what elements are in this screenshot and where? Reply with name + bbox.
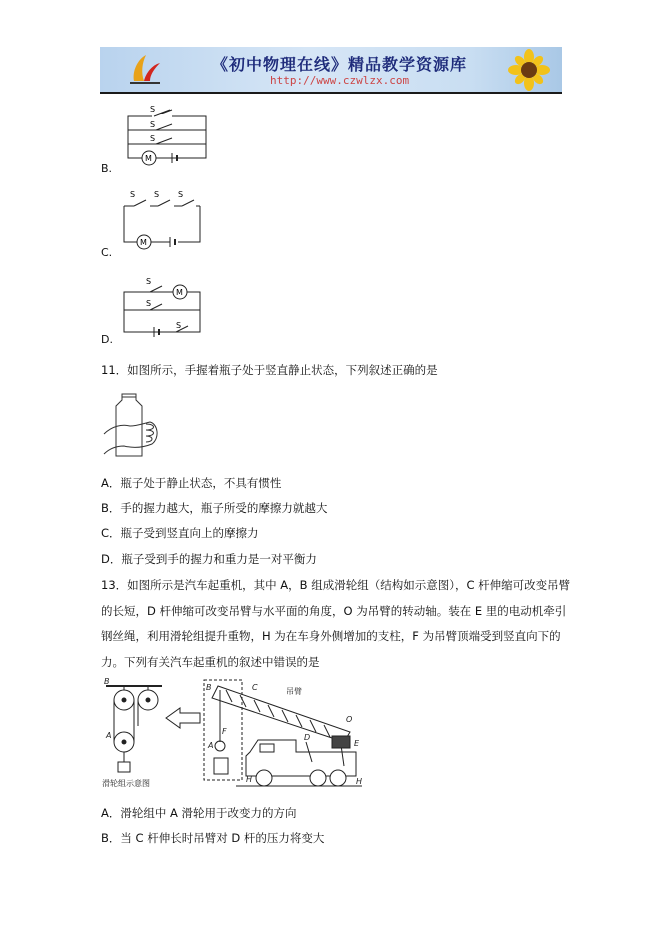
q13-line-2: 的长短，D 杆伸缩可改变吊臂与水平面的角度，O 为吊臂的转动轴。装在 E 里的电动机牵引 (101, 604, 567, 618)
circuit-option-d (120, 276, 206, 338)
header-rule (100, 92, 562, 94)
fig-label-arm: 吊臂 (286, 687, 302, 696)
svg-text:M: M (140, 238, 147, 247)
q11-option-c: C．瓶子受到竖直向上的摩擦力 (101, 526, 259, 540)
fig-label-o: O (346, 715, 353, 724)
option-c-label: C. (101, 246, 113, 259)
q13-line-4: 力。下列有关汽车起重机的叙述中错误的是 (101, 655, 320, 669)
pulley-caption: 滑轮组示意图 (102, 779, 150, 788)
svg-text:S: S (176, 321, 182, 330)
fig-label-a2: A (208, 741, 214, 750)
fig-label-h1: H (246, 775, 253, 784)
fig-label-h2: H (356, 777, 363, 786)
crane-figure (100, 676, 368, 792)
motor-label: M (145, 154, 152, 163)
q11-stem: 11．如图所示，手握着瓶子处于竖直静止状态，下列叙述正确的是 (101, 363, 438, 377)
option-b-label: B. (101, 162, 113, 175)
fig-label-f: F (222, 727, 227, 736)
q11-option-d: D．瓶子受到手的握力和重力是一对平衡力 (101, 552, 317, 566)
fig-label-d: D (304, 733, 311, 742)
q13-line-1: 13．如图所示是汽车起重机，其中 A，B 组成滑轮组（结构如示意图），C 杆伸缩可改变吊臂 (101, 578, 571, 592)
svg-text:S: S (146, 299, 152, 308)
q13-option-a: A．滑轮组中 A 滑轮用于改变力的方向 (101, 806, 297, 820)
svg-text:S: S (130, 190, 136, 199)
sunflower-icon (504, 49, 554, 91)
header-banner (100, 47, 562, 92)
fig-label-b2: B (206, 683, 212, 692)
switch-label-s1: S (150, 105, 156, 114)
q11-option-a: A．瓶子处于静止状态，不具有惯性 (101, 476, 282, 490)
circuit-option-c (120, 188, 206, 250)
logo-icon (128, 53, 162, 85)
q13-line-3: 钢丝绳，利用滑轮组提升重物，H 为在车身外侧增加的支柱，F 为吊臂顶端受到竖直向下的 (101, 629, 561, 643)
fig-label-a: A (106, 731, 112, 740)
fig-label-c: C (252, 683, 258, 692)
banner-title: 《初中物理在线》精品教学资源库 (212, 55, 468, 74)
banner-url: http://www.czwlzx.com (270, 74, 410, 87)
q13-option-b: B．当 C 杆伸长时吊臂对 D 杆的压力将变大 (101, 831, 325, 845)
switch-label-s2: S (150, 120, 156, 129)
svg-text:S: S (178, 190, 184, 199)
svg-text:M: M (176, 288, 183, 297)
fig-label-e: E (354, 739, 360, 748)
option-d-label: D. (101, 333, 113, 346)
bottle-hand-figure (102, 390, 164, 460)
svg-text:S: S (146, 277, 152, 286)
circuit-option-b (122, 102, 212, 166)
svg-text:S: S (154, 190, 160, 199)
fig-label-b: B (104, 677, 110, 686)
switch-label-s3: S (150, 134, 156, 143)
q11-option-b: B．手的握力越大，瓶子所受的摩擦力就越大 (101, 501, 328, 515)
